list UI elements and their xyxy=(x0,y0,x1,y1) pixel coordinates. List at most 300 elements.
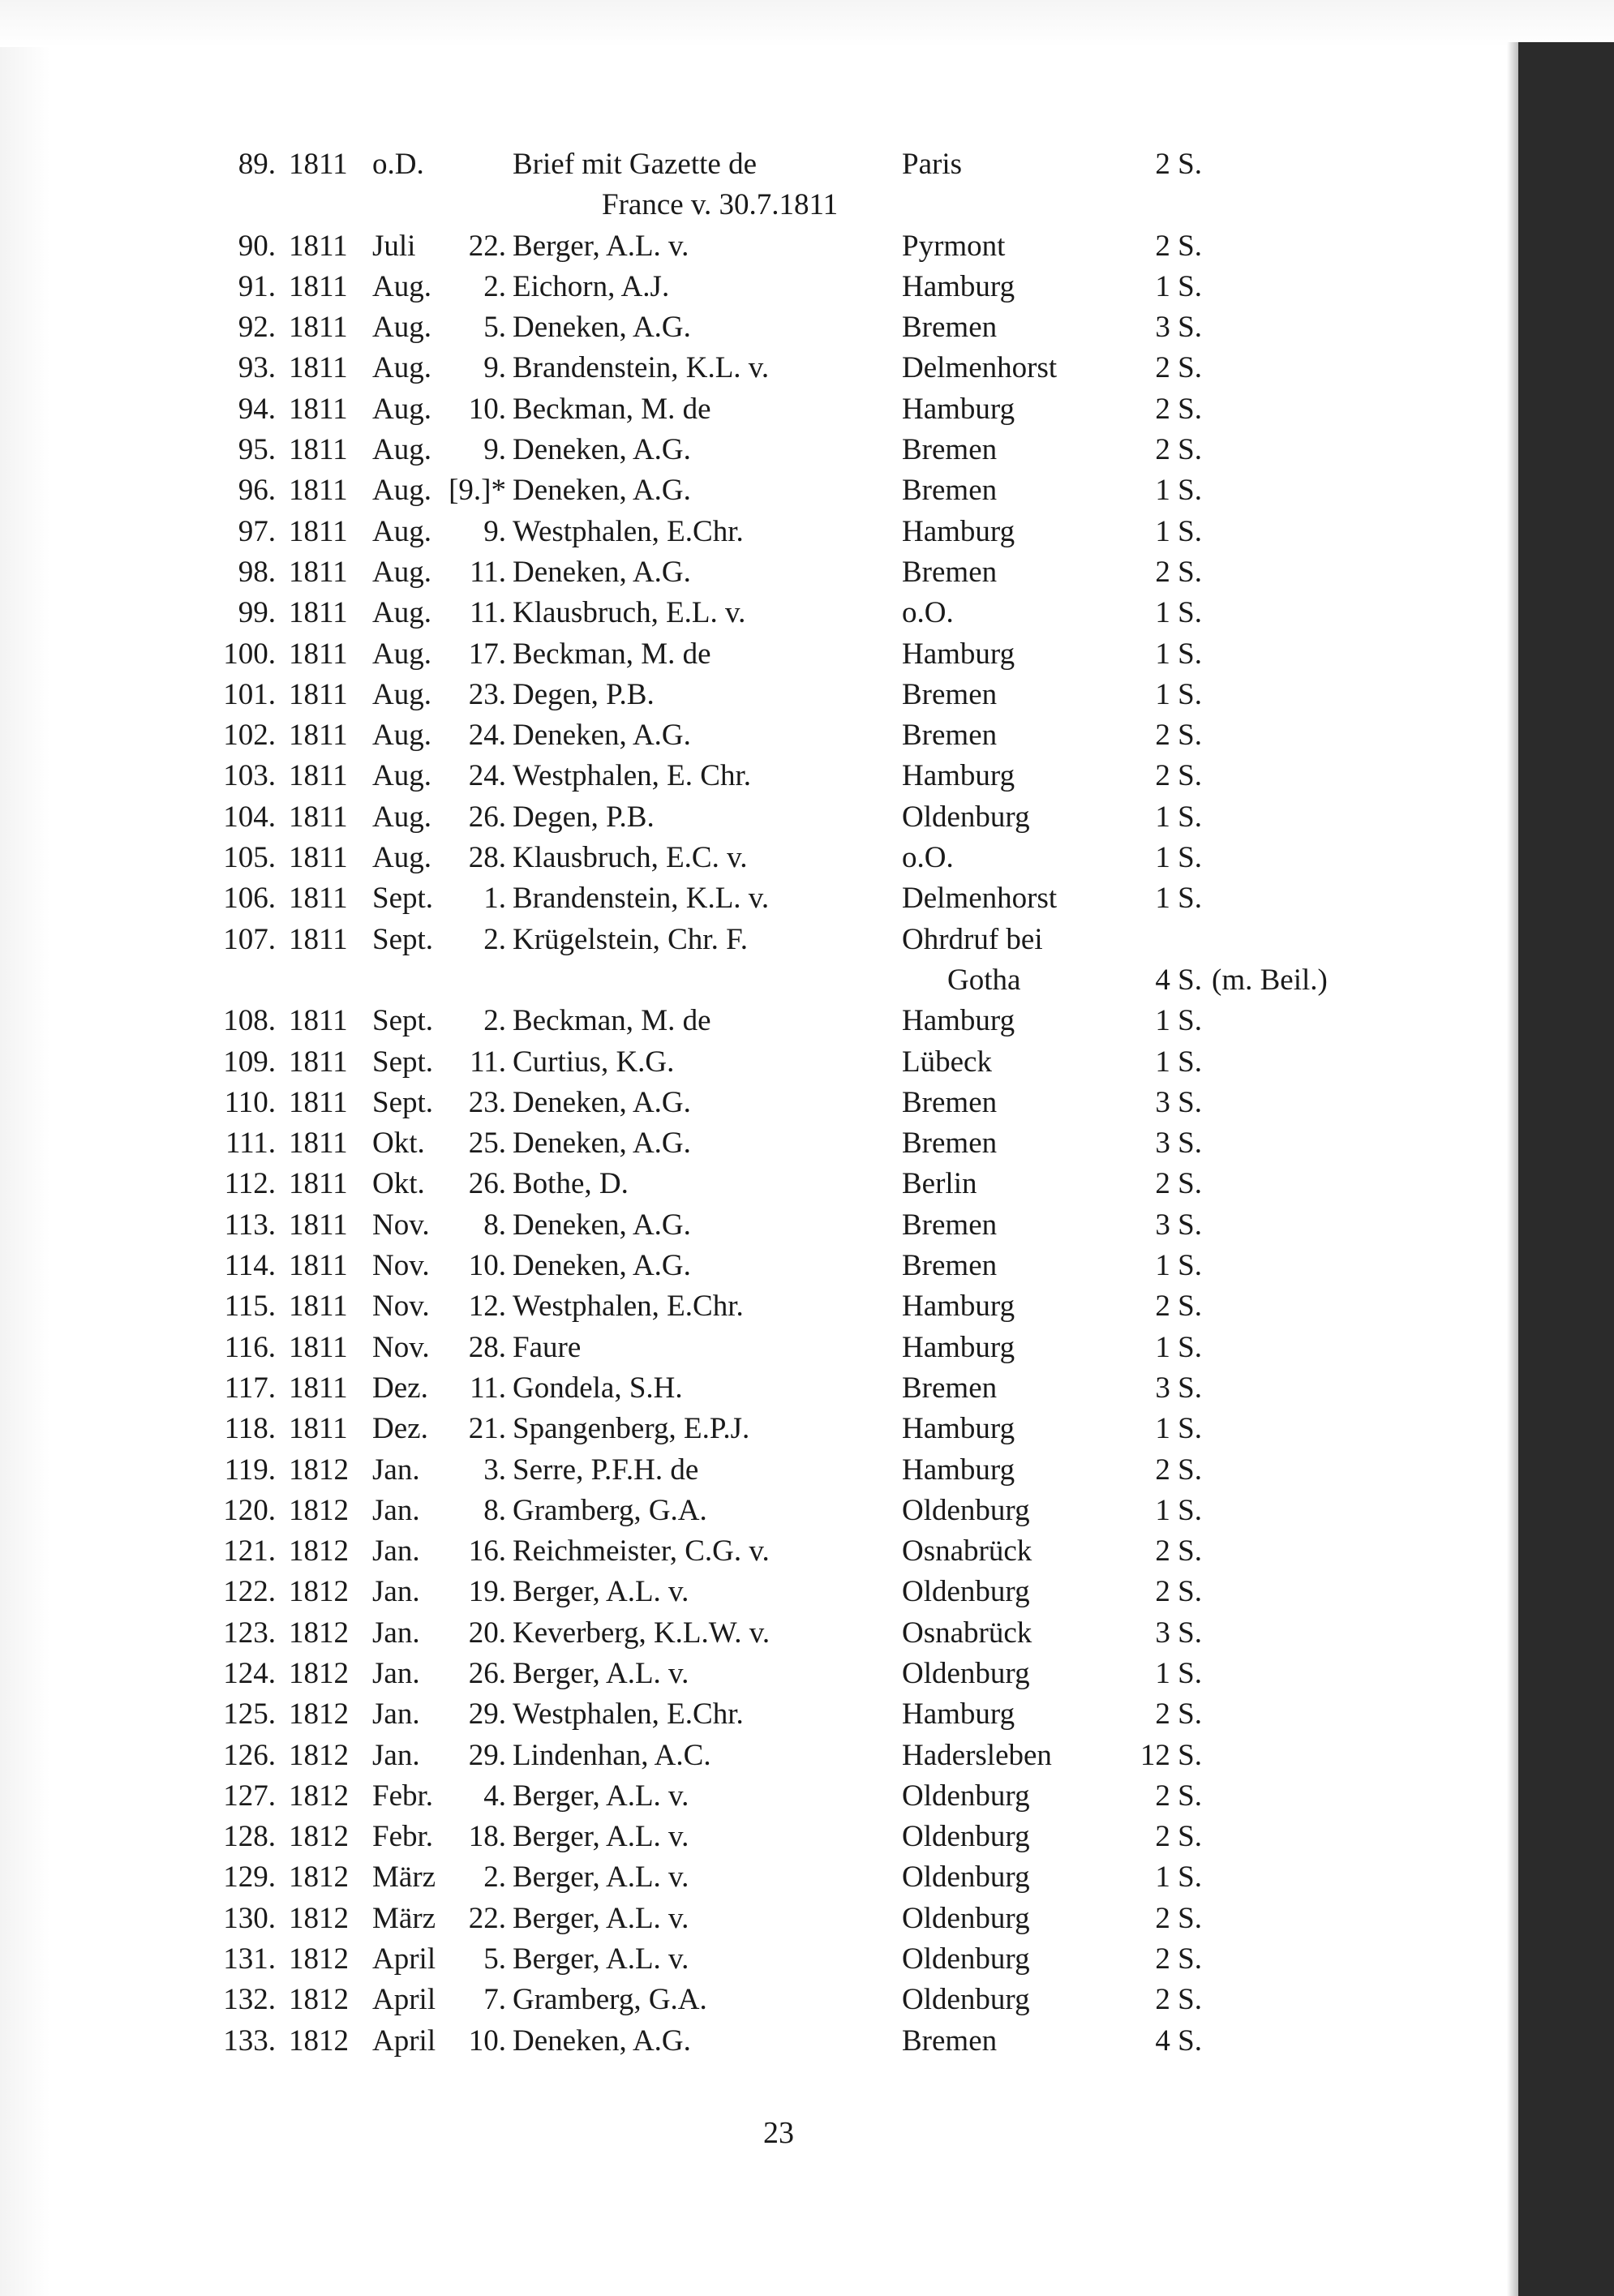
entry-number: 129. xyxy=(223,1860,276,1895)
list-item xyxy=(50,552,1507,593)
entry-month: Jan. xyxy=(372,1697,420,1732)
entry-month: Aug. xyxy=(372,637,431,671)
entry-year: 1812 xyxy=(289,2023,349,2058)
entry-month: Okt. xyxy=(372,1127,425,1161)
entry-number: 105. xyxy=(223,841,276,875)
entry-year: 1811 xyxy=(289,1004,348,1038)
entry-extent: 2 S. xyxy=(1155,1983,1202,2017)
entry-number: 91. xyxy=(238,269,276,303)
entry-correspondent: Klausbruch, E.C. v. xyxy=(513,841,748,875)
entry-place: o.O. xyxy=(902,596,954,630)
entry-extent: 4 S. xyxy=(1155,2023,1202,2058)
entry-day: 4. xyxy=(483,1779,506,1813)
entry-extent: 1 S. xyxy=(1155,1004,1202,1038)
list-item xyxy=(50,1939,1507,1980)
entry-extent: 1 S. xyxy=(1155,1860,1202,1895)
entry-month: Nov. xyxy=(372,1208,430,1242)
entry-month: Aug. xyxy=(372,555,431,589)
entry-correspondent-continuation: France v. 30.7.1811 xyxy=(602,188,839,222)
entry-place: Bremen xyxy=(902,474,998,508)
entry-number: 99. xyxy=(238,596,276,630)
entry-place: Berlin xyxy=(902,1167,977,1201)
entry-correspondent: Brandenstein, K.L. v. xyxy=(513,351,770,385)
entry-note: (m. Beil.) xyxy=(1212,963,1328,997)
entry-year: 1812 xyxy=(289,1656,349,1690)
entry-year: 1811 xyxy=(289,882,348,916)
entry-place: Oldenburg xyxy=(902,1779,1030,1813)
entry-correspondent: Gondela, S.H. xyxy=(513,1371,683,1405)
entry-correspondent: Deneken, A.G. xyxy=(513,1085,691,1119)
entry-month: Aug. xyxy=(372,433,431,467)
entry-year: 1812 xyxy=(289,1779,349,1813)
page-number: 23 xyxy=(763,2116,794,2150)
entry-number: 92. xyxy=(238,311,276,345)
entry-day: 9. xyxy=(483,514,506,548)
entry-correspondent: Serre, P.F.H. de xyxy=(513,1453,699,1487)
entry-number: 97. xyxy=(238,514,276,548)
entry-extent: 2 S. xyxy=(1155,392,1202,426)
entry-number: 116. xyxy=(224,1330,276,1364)
entry-day: 2. xyxy=(483,1004,506,1038)
list-item xyxy=(50,1164,1507,1204)
entry-extent: 2 S. xyxy=(1155,1697,1202,1732)
entry-extent: 3 S. xyxy=(1155,1085,1202,1119)
entry-year: 1811 xyxy=(289,677,348,711)
letter-list xyxy=(50,144,1507,2062)
entry-month: Nov. xyxy=(372,1249,430,1283)
entry-place-continuation: Gotha xyxy=(947,963,1021,997)
entry-number: 128. xyxy=(223,1820,276,1854)
entry-place: Bremen xyxy=(902,1371,998,1405)
entry-number: 103. xyxy=(223,759,276,793)
entry-year: 1811 xyxy=(289,922,348,956)
entry-extent: 2 S. xyxy=(1155,759,1202,793)
scan-left-margin xyxy=(0,0,50,2296)
book-spine-edge xyxy=(1518,42,1614,2296)
entry-year: 1811 xyxy=(289,1330,348,1364)
entry-year: 1812 xyxy=(289,1697,349,1732)
list-item xyxy=(50,920,1507,1002)
entry-month: Sept. xyxy=(372,1085,434,1119)
entry-correspondent: Westphalen, E.Chr. xyxy=(513,514,744,548)
entry-year: 1811 xyxy=(289,392,348,426)
entry-month: Nov. xyxy=(372,1290,430,1324)
list-item xyxy=(50,1001,1507,1041)
entry-correspondent: Deneken, A.G. xyxy=(513,1127,691,1161)
entry-correspondent: Brief mit Gazette de xyxy=(513,148,758,181)
entry-extent: 3 S. xyxy=(1155,1208,1202,1242)
entry-day: 22. xyxy=(468,1901,506,1935)
entry-correspondent: Berger, A.L. v. xyxy=(513,1942,689,1976)
entry-correspondent: Deneken, A.G. xyxy=(513,1249,691,1283)
entry-month: April xyxy=(372,1983,436,2017)
entry-day: 29. xyxy=(468,1738,506,1772)
document-page xyxy=(50,47,1507,2296)
entry-month: Jan. xyxy=(372,1616,420,1650)
entry-year: 1811 xyxy=(289,1045,348,1079)
entry-year: 1812 xyxy=(289,1453,349,1487)
entry-day: 12. xyxy=(468,1290,506,1324)
list-item xyxy=(50,512,1507,552)
entry-place: Hamburg xyxy=(902,1330,1015,1364)
entry-place: Bremen xyxy=(902,1127,998,1161)
entry-number: 119. xyxy=(224,1453,276,1487)
entry-correspondent: Curtius, K.G. xyxy=(513,1045,675,1079)
entry-day: 11. xyxy=(470,1045,506,1079)
entry-month: Okt. xyxy=(372,1167,425,1201)
list-item xyxy=(50,2021,1507,2062)
entry-place: Oldenburg xyxy=(902,1983,1030,2017)
entry-day: 29. xyxy=(468,1697,506,1732)
entry-correspondent: Deneken, A.G. xyxy=(513,2023,691,2058)
entry-year: 1811 xyxy=(289,800,348,834)
entry-extent: 2 S. xyxy=(1155,148,1202,181)
entry-month: Aug. xyxy=(372,351,431,385)
entry-day: 11. xyxy=(470,555,506,589)
entry-number: 90. xyxy=(238,229,276,263)
entry-year: 1812 xyxy=(289,1493,349,1527)
entry-day: 22. xyxy=(468,229,506,263)
entry-place: Delmenhorst xyxy=(902,882,1058,916)
entry-correspondent: Berger, A.L. v. xyxy=(513,1820,689,1854)
entry-day: 21. xyxy=(468,1412,506,1446)
scan-top-margin xyxy=(0,0,1614,47)
entry-extent: 2 S. xyxy=(1155,1290,1202,1324)
entry-year: 1811 xyxy=(289,269,348,303)
entry-year: 1811 xyxy=(289,1127,348,1161)
entry-correspondent: Krügelstein, Chr. F. xyxy=(513,922,748,956)
entry-place: Bremen xyxy=(902,2023,998,2058)
entry-year: 1811 xyxy=(289,433,348,467)
entry-correspondent: Berger, A.L. v. xyxy=(513,229,689,263)
entry-correspondent: Gramberg, G.A. xyxy=(513,1983,707,2017)
entry-year: 1812 xyxy=(289,1575,349,1609)
entry-day: [9.]* xyxy=(449,474,506,508)
entry-year: 1812 xyxy=(289,1534,349,1569)
entry-month: April xyxy=(372,2023,436,2058)
entry-day: 26. xyxy=(468,800,506,834)
entry-place: Delmenhorst xyxy=(902,351,1058,385)
entry-day: 3. xyxy=(483,1453,506,1487)
entry-number: 120. xyxy=(223,1493,276,1527)
entry-day: 1. xyxy=(483,882,506,916)
entry-number: 108. xyxy=(223,1004,276,1038)
entry-number: 118. xyxy=(224,1412,276,1446)
list-item xyxy=(50,1654,1507,1694)
list-item xyxy=(50,1857,1507,1898)
entry-year: 1811 xyxy=(289,1290,348,1324)
entry-day: 23. xyxy=(468,677,506,711)
entry-number: 98. xyxy=(238,555,276,589)
list-item xyxy=(50,634,1507,675)
entry-year: 1811 xyxy=(289,351,348,385)
page-gutter-shadow xyxy=(1507,42,1518,2296)
entry-correspondent: Lindenhan, A.C. xyxy=(513,1738,711,1772)
entry-month: Sept. xyxy=(372,1045,434,1079)
entry-extent: 2 S. xyxy=(1155,229,1202,263)
entry-place: Oldenburg xyxy=(902,1575,1030,1609)
list-item xyxy=(50,1572,1507,1612)
entry-extent: 2 S. xyxy=(1155,1575,1202,1609)
entry-year: 1811 xyxy=(289,514,348,548)
entry-correspondent: Gramberg, G.A. xyxy=(513,1493,707,1527)
entry-place: Osnabrück xyxy=(902,1616,1032,1650)
entry-extent: 2 S. xyxy=(1155,1453,1202,1487)
entry-number: 101. xyxy=(223,677,276,711)
entry-day: 8. xyxy=(483,1493,506,1527)
entry-correspondent: Deneken, A.G. xyxy=(513,311,691,345)
entry-year: 1811 xyxy=(289,841,348,875)
entry-place: Bremen xyxy=(902,311,998,345)
entry-extent: 3 S. xyxy=(1155,1616,1202,1650)
list-item xyxy=(50,1694,1507,1735)
entry-month: Jan. xyxy=(372,1534,420,1569)
entry-correspondent: Spangenberg, E.P.J. xyxy=(513,1412,750,1446)
entry-month: Aug. xyxy=(372,311,431,345)
entry-correspondent: Beckman, M. de xyxy=(513,1004,711,1038)
entry-year: 1812 xyxy=(289,1901,349,1935)
entry-day: 26. xyxy=(468,1656,506,1690)
entry-extent: 2 S. xyxy=(1155,1820,1202,1854)
entry-day: 28. xyxy=(468,841,506,875)
entry-correspondent: Deneken, A.G. xyxy=(513,719,691,753)
entry-year: 1811 xyxy=(289,474,348,508)
entry-correspondent: Reichmeister, C.G. v. xyxy=(513,1534,770,1569)
entry-month: März xyxy=(372,1860,436,1895)
entry-year: 1811 xyxy=(289,311,348,345)
entry-year: 1812 xyxy=(289,1616,349,1650)
list-item xyxy=(50,878,1507,919)
list-item xyxy=(50,430,1507,470)
entry-extent: 1 S. xyxy=(1155,1330,1202,1364)
entry-extent: 3 S. xyxy=(1155,1127,1202,1161)
entry-extent: 1 S. xyxy=(1155,1412,1202,1446)
entry-correspondent: Westphalen, E.Chr. xyxy=(513,1290,744,1324)
entry-extent: 1 S. xyxy=(1155,269,1202,303)
entry-number: 95. xyxy=(238,433,276,467)
list-item xyxy=(50,1328,1507,1368)
entry-correspondent: Degen, P.B. xyxy=(513,800,655,834)
entry-correspondent: Berger, A.L. v. xyxy=(513,1901,689,1935)
entry-year: 1811 xyxy=(289,1249,348,1283)
list-item xyxy=(50,1083,1507,1123)
entry-day: 5. xyxy=(483,1942,506,1976)
entry-year: 1812 xyxy=(289,1820,349,1854)
list-item xyxy=(50,1613,1507,1654)
entry-number: 125. xyxy=(223,1697,276,1732)
entry-day: 2. xyxy=(483,922,506,956)
list-item xyxy=(50,1368,1507,1409)
list-item xyxy=(50,1899,1507,1939)
entry-month: Sept. xyxy=(372,922,434,956)
entry-place: Pyrmont xyxy=(902,229,1006,263)
list-item xyxy=(50,675,1507,715)
entry-number: 114. xyxy=(224,1249,276,1283)
entry-month: April xyxy=(372,1942,436,1976)
entry-number: 132. xyxy=(223,1983,276,2017)
entry-month: Sept. xyxy=(372,882,434,916)
entry-place: Hamburg xyxy=(902,514,1015,548)
entry-year: 1811 xyxy=(289,148,348,181)
entry-number: 113. xyxy=(224,1208,276,1242)
list-item xyxy=(50,348,1507,388)
entry-year: 1812 xyxy=(289,1942,349,1976)
entry-correspondent: Klausbruch, E.L. v. xyxy=(513,596,746,630)
entry-month: Aug. xyxy=(372,841,431,875)
entry-place: Oldenburg xyxy=(902,800,1030,834)
entry-extent: 1 S. xyxy=(1155,677,1202,711)
entry-day: 18. xyxy=(468,1820,506,1854)
entry-correspondent: Berger, A.L. v. xyxy=(513,1656,689,1690)
entry-month: Aug. xyxy=(372,392,431,426)
entry-month: Jan. xyxy=(372,1738,420,1772)
entry-day: 17. xyxy=(468,637,506,671)
entry-month: Aug. xyxy=(372,759,431,793)
entry-number: 94. xyxy=(238,392,276,426)
entry-month: Juli xyxy=(372,229,416,263)
entry-correspondent: Berger, A.L. v. xyxy=(513,1575,689,1609)
entry-number: 104. xyxy=(223,800,276,834)
entry-number: 106. xyxy=(223,882,276,916)
entry-place: Oldenburg xyxy=(902,1942,1030,1976)
list-item xyxy=(50,1736,1507,1776)
entry-year: 1812 xyxy=(289,1860,349,1895)
entry-month: Jan. xyxy=(372,1453,420,1487)
entry-number: 89. xyxy=(238,148,276,181)
entry-month: Febr. xyxy=(372,1779,434,1813)
entry-extent: 2 S. xyxy=(1155,1942,1202,1976)
entry-day: 8. xyxy=(483,1208,506,1242)
entry-day: 24. xyxy=(468,719,506,753)
entry-month: Dez. xyxy=(372,1371,428,1405)
entry-month: Febr. xyxy=(372,1820,434,1854)
entry-extent: 1 S. xyxy=(1155,637,1202,671)
entry-month: Aug. xyxy=(372,269,431,303)
entry-day: 16. xyxy=(468,1534,506,1569)
entry-day: 20. xyxy=(468,1616,506,1650)
entry-extent: 1 S. xyxy=(1155,1493,1202,1527)
entry-year: 1811 xyxy=(289,1208,348,1242)
list-item xyxy=(50,593,1507,633)
entry-month: Aug. xyxy=(372,596,431,630)
entry-month: Aug. xyxy=(372,677,431,711)
entry-place: o.O. xyxy=(902,841,954,875)
entry-number: 109. xyxy=(223,1045,276,1079)
entry-month: Jan. xyxy=(372,1493,420,1527)
entry-extent: 2 S. xyxy=(1155,719,1202,753)
list-item xyxy=(50,756,1507,796)
entry-year: 1812 xyxy=(289,1983,349,2017)
entry-correspondent: Beckman, M. de xyxy=(513,637,711,671)
entry-day: 10. xyxy=(468,1249,506,1283)
list-item xyxy=(50,226,1507,267)
entry-place: Bremen xyxy=(902,1249,998,1283)
entry-month: Aug. xyxy=(372,800,431,834)
entry-day: 5. xyxy=(483,311,506,345)
entry-number: 126. xyxy=(223,1738,276,1772)
entry-number: 122. xyxy=(223,1575,276,1609)
list-item xyxy=(50,1980,1507,2020)
entry-correspondent: Westphalen, E.Chr. xyxy=(513,1697,744,1732)
list-item xyxy=(50,470,1507,511)
entry-place: Oldenburg xyxy=(902,1860,1030,1895)
entry-month: Jan. xyxy=(372,1575,420,1609)
entry-extent: 1 S. xyxy=(1155,1656,1202,1690)
entry-place: Bremen xyxy=(902,433,998,467)
list-item xyxy=(50,1491,1507,1531)
entry-number: 100. xyxy=(223,637,276,671)
entry-number: 110. xyxy=(224,1085,276,1119)
entry-day: 7. xyxy=(483,1983,506,2017)
entry-correspondent: Brandenstein, K.L. v. xyxy=(513,882,770,916)
entry-month: Dez. xyxy=(372,1412,428,1446)
entry-correspondent: Beckman, M. de xyxy=(513,392,711,426)
entry-extent: 1 S. xyxy=(1155,1045,1202,1079)
entry-place: Hamburg xyxy=(902,392,1015,426)
entry-year: 1811 xyxy=(289,1167,348,1201)
entry-day: 11. xyxy=(470,1371,506,1405)
entry-correspondent: Faure xyxy=(513,1330,582,1364)
entry-year: 1811 xyxy=(289,1371,348,1405)
entry-day: 2. xyxy=(483,1860,506,1895)
entry-day: 10. xyxy=(468,2023,506,2058)
entry-correspondent: Westphalen, E. Chr. xyxy=(513,759,751,793)
entry-correspondent: Bothe, D. xyxy=(513,1167,629,1201)
entry-month: Nov. xyxy=(372,1330,430,1364)
list-item xyxy=(50,144,1507,226)
entry-month: Aug. xyxy=(372,474,431,508)
entry-extent: 2 S. xyxy=(1155,433,1202,467)
entry-day: 28. xyxy=(468,1330,506,1364)
entry-month: Sept. xyxy=(372,1004,434,1038)
entry-extent: 3 S. xyxy=(1155,1371,1202,1405)
entry-year: 1811 xyxy=(289,637,348,671)
entry-place: Oldenburg xyxy=(902,1820,1030,1854)
list-item xyxy=(50,267,1507,307)
entry-place: Hamburg xyxy=(902,759,1015,793)
entry-number: 107. xyxy=(223,922,276,956)
list-item xyxy=(50,1123,1507,1164)
entry-year: 1811 xyxy=(289,1085,348,1119)
list-item xyxy=(50,715,1507,756)
entry-year: 1811 xyxy=(289,555,348,589)
entry-month: o.D. xyxy=(372,148,424,181)
entry-day: 24. xyxy=(468,759,506,793)
list-item xyxy=(50,389,1507,430)
entry-number: 111. xyxy=(225,1127,276,1161)
entry-number: 121. xyxy=(223,1534,276,1569)
entry-day: 25. xyxy=(468,1127,506,1161)
entry-place: Oldenburg xyxy=(902,1493,1030,1527)
entry-day: 10. xyxy=(468,392,506,426)
entry-extent: 2 S. xyxy=(1155,1779,1202,1813)
list-item xyxy=(50,1042,1507,1083)
entry-extent: 2 S. xyxy=(1155,1167,1202,1201)
entry-extent: 4 S. xyxy=(1155,963,1202,997)
list-item xyxy=(50,1205,1507,1246)
entry-extent: 1 S. xyxy=(1155,841,1202,875)
entry-day: 9. xyxy=(483,351,506,385)
entry-number: 130. xyxy=(223,1901,276,1935)
entry-year: 1811 xyxy=(289,229,348,263)
entry-year: 1811 xyxy=(289,596,348,630)
entry-place: Hamburg xyxy=(902,1697,1015,1732)
entry-extent: 3 S. xyxy=(1155,311,1202,345)
entry-number: 96. xyxy=(238,474,276,508)
entry-day: 19. xyxy=(468,1575,506,1609)
entry-place: Bremen xyxy=(902,555,998,589)
entry-place: Paris xyxy=(902,148,962,181)
